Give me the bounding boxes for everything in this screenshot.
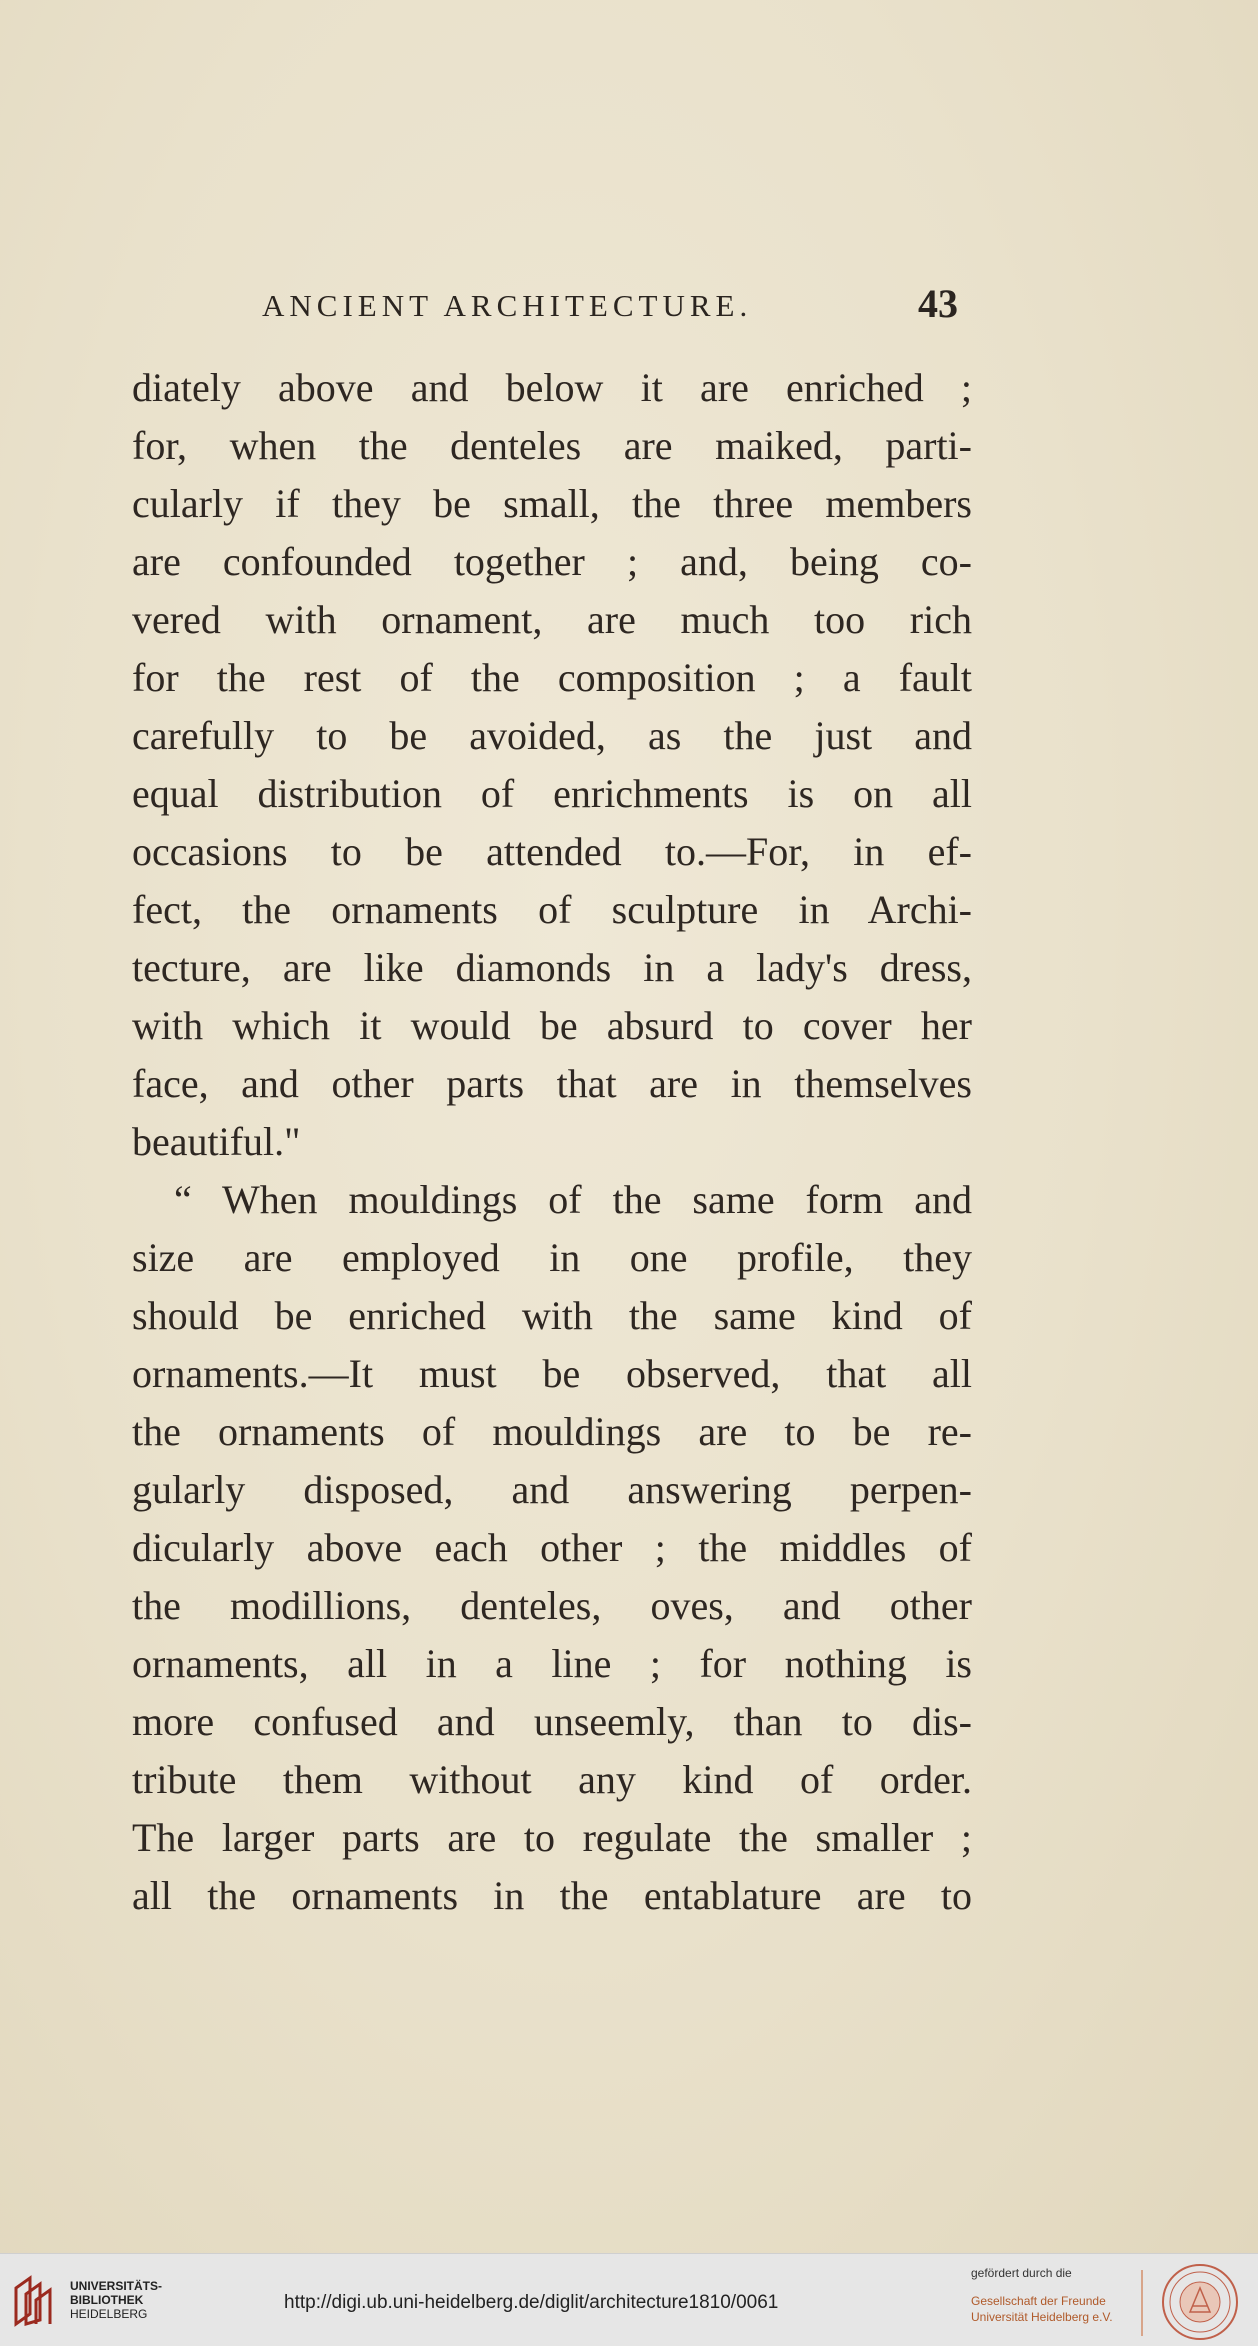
text-line: occasions to be attended to.—For, in ef- xyxy=(132,829,972,874)
funded-by-label: gefördert durch die xyxy=(971,2266,1072,2280)
text-line: beautiful." xyxy=(132,1119,301,1164)
society-name-line: Gesellschaft der Freunde xyxy=(971,2294,1106,2308)
text-line: the modillions, denteles, oves, and other xyxy=(132,1583,972,1628)
text-line: dicularly above each other ; the middles of xyxy=(132,1525,972,1570)
text-line: should be enriched with the same kind of xyxy=(132,1293,972,1338)
text-line: for the rest of the composition ; a fault xyxy=(132,655,972,700)
digitization-footer xyxy=(0,2253,1258,2346)
text-line: for, when the denteles are maiked, parti- xyxy=(132,423,972,468)
text-line: the ornaments of mouldings are to be re- xyxy=(132,1409,972,1454)
society-name-line: Universität Heidelberg e.V. xyxy=(971,2310,1113,2324)
society-name xyxy=(971,2293,1113,2325)
body-text xyxy=(132,359,972,1925)
footer-divider xyxy=(1141,2270,1143,2336)
text-line: more confused and unseemly, than to dis- xyxy=(132,1699,972,1744)
library-name-line: BIBLIOTHEK xyxy=(70,2293,144,2307)
library-name xyxy=(70,2279,162,2321)
permalink-url[interactable]: http://digi.ub.uni-heidelberg.de/diglit/architecture1810/0061 xyxy=(284,2292,779,2313)
text-line: with which it would be absurd to cover her xyxy=(132,1003,972,1048)
text-line: face, and other parts that are in themselves xyxy=(132,1061,972,1106)
text-line: are confounded together ; and, being co- xyxy=(132,539,972,584)
text-line: tecture, are like diamonds in a lady's dress, xyxy=(132,945,972,990)
running-title: ANCIENT ARCHITECTURE. xyxy=(262,288,753,323)
text-line: tribute them without any kind of order. xyxy=(132,1757,972,1802)
page-number: 43 xyxy=(918,281,958,326)
text-line: The larger parts are to regulate the smaller ; xyxy=(132,1815,972,1860)
text-line: fect, the ornaments of sculpture in Archi- xyxy=(132,887,972,932)
library-name-line: HEIDELBERG xyxy=(70,2307,148,2321)
text-line: ornaments.—It must be observed, that all xyxy=(132,1351,972,1396)
text-line: carefully to be avoided, as the just and xyxy=(132,713,972,758)
text-line: size are employed in one profile, they xyxy=(132,1235,972,1280)
text-line: all the ornaments in the entablature are to xyxy=(132,1873,972,1918)
text-line: cularly if they be small, the three members xyxy=(132,481,972,526)
text-line: vered with ornament, are much too rich xyxy=(132,597,972,642)
university-seal-icon xyxy=(1160,2262,1240,2342)
library-logo-icon xyxy=(12,2274,62,2328)
library-name-line: UNIVERSITÄTS- xyxy=(70,2279,163,2293)
text-line: equal distribution of enrichments is on all xyxy=(132,771,972,816)
text-line: “ When mouldings of the same form and xyxy=(174,1177,972,1222)
text-line: diately above and below it are enriched ; xyxy=(132,365,972,410)
text-line: gularly disposed, and answering perpen- xyxy=(132,1467,972,1512)
text-line: ornaments, all in a line ; for nothing is xyxy=(132,1641,972,1686)
